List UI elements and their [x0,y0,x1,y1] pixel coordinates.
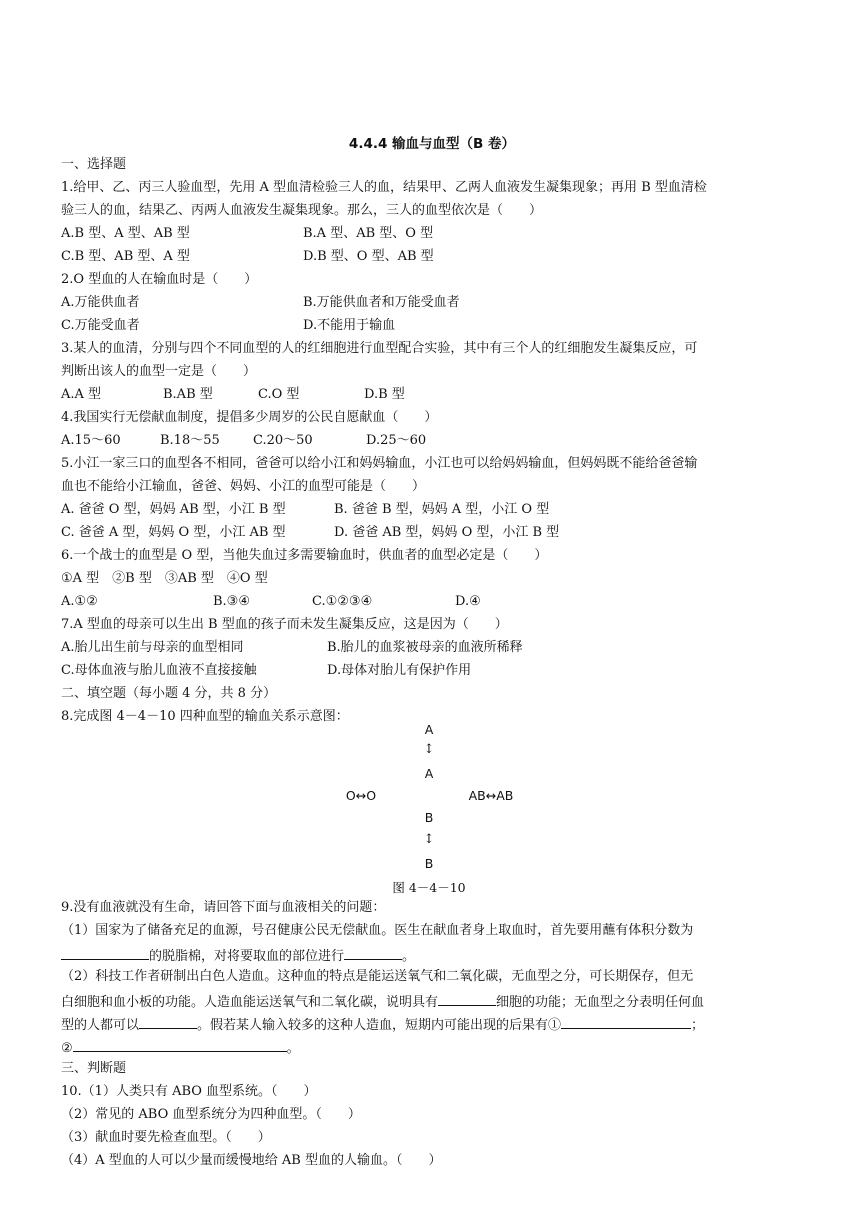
section-heading-choice: 一、选择题 [61,157,127,172]
question-9-part-1-cont [61,945,415,966]
question-7-stem: 7.A 型血的母亲可以生出 B 型血的孩子而未发生凝集反应，这是因为（ ） [61,617,508,632]
question-1-stem: 1.给甲、乙、丙三人验血型，先用 A 型血清检验三人的血，结果甲、乙两人血液发生凝集现象；再用 B 型血清检 [61,180,707,195]
transfusion-diagram [61,718,803,898]
answer-blank[interactable] [61,945,149,960]
question-9-part-2-text-6: ② [61,1041,73,1056]
question-7-option-a: A.胎儿出生前与母亲的血型相同 [61,640,244,655]
answer-blank[interactable] [438,991,496,1006]
question-9-part-2-text-4: 。假若某人输入较多的这种人造血，短期内可能出现的后果有① [197,1018,562,1033]
question-9-part-2-end: 。 [286,1041,300,1056]
question-9-stem: 9.没有血液就没有生命，请回答下面与血液相关的问题： [61,900,386,915]
diagram-left-label: O↔O [345,788,377,803]
question-1-stem-cont: 验三人的血，结果乙、丙两人血液发生凝集现象。那么，三人的血型依次是（ ） [61,203,543,218]
diagram-top-label-2: A [424,766,434,781]
question-2-option-d: D.不能用于输血 [303,318,396,333]
question-7-option-d: D.母体对胎儿有保护作用 [327,663,472,678]
answer-blank[interactable] [73,1037,287,1052]
question-5-stem-cont: 血也不能给小江输血，爸爸、妈妈、小江的血型可能是（ ） [61,479,426,494]
question-3-stem: 3.某人的血清，分别与四个不同血型的人的红细胞进行血型配合实验，其中有三个人的红细胞发生凝集反应，可 [61,341,698,356]
question-3-option-a: A.A 型 [61,387,102,402]
question-9-part-2-text-2: 细胞的功能；无血型之分表明任何血 [496,995,705,1010]
answer-blank[interactable] [139,1014,197,1029]
question-7-option-c: C.母体血液与胎儿血液不直接接触 [61,663,257,678]
question-2-option-c: C.万能受血者 [61,318,140,333]
question-4-option-a: A.15～60 [61,433,121,448]
question-4-stem: 4.我国实行无偿献血制度，提倡多少周岁的公民自愿献血（ ） [61,410,438,425]
question-5-stem: 5.小江一家三口的血型各不相同，爸爸可以给小江和妈妈输血，小江也可以给妈妈输血，但妈妈既不能给爸爸输 [61,456,698,471]
answer-blank[interactable] [561,1014,691,1029]
question-1-option-d: D.B 型、O 型、AB 型 [303,249,434,264]
question-3-option-d: D.B 型 [364,387,405,402]
question-1-option-c: C.B 型、AB 型、A 型 [61,249,190,264]
question-10-part-2: （2）常见的 ABO 血型系统分为四种血型。（ ） [61,1107,361,1122]
page-title: 4.4.4 输血与血型（B 卷） [348,136,516,152]
question-3-stem-cont: 判断出该人的血型一定是（ ） [61,364,257,379]
question-6-stem: 6.一个战士的血型是 O 型，当他失血过多需要输血时，供血者的血型必定是（ ） [61,548,548,563]
diagram-top-label-1: A [424,722,434,737]
question-9-part-2-text: 白细胞和血小板的功能。人造血能运送氧气和二氧化碳，说明具有 [61,995,439,1010]
question-2-option-a: A.万能供血者 [61,295,140,310]
question-4-option-b: B.18～55 [160,433,220,448]
question-10-part-1: 10.（1）人类只有 ABO 血型系统。（ ） [61,1084,317,1099]
question-5-option-a: A. 爸爸 O 型，妈妈 AB 型，小江 B 型 [61,502,286,517]
question-8-stem: 8.完成图 4－4－10 四种血型的输血关系示意图： [61,709,349,724]
question-6-option-b: B.③④ [213,594,250,609]
question-2-stem: 2.O 型血的人在输血时是（ ） [61,272,258,287]
question-10-part-4: （4）A 型血的人可以少量而缓慢地给 AB 型血的人输血。（ ） [61,1153,442,1168]
diagram-bottom-label-1: B [424,810,434,825]
question-1-option-a: A.B 型、A 型、AB 型 [61,226,190,241]
question-9-part-2: （2）科技工作者研制出白色人造血。这种血的特点是能运送氧气和二氧化碳，无血型之分，可长期保存，但无 [61,969,694,984]
question-9-part-1-end: 。 [402,949,416,964]
answer-blank[interactable] [344,945,402,960]
question-3-option-c: C.O 型 [258,387,300,402]
question-9-part-1-text: 的脱脂棉，对将要取血的部位进行 [149,949,345,964]
section-heading-fill-in: 二、填空题（每小题 4 分，共 8 分） [61,686,277,701]
question-10-part-3: （3）献血时要先检查血型。（ ） [61,1130,271,1145]
question-6-option-c: C.①②③④ [312,594,373,609]
question-1-option-b: B.A 型、AB 型、O 型 [303,226,434,241]
section-heading-true-false: 三、判断题 [61,1061,127,1076]
question-9-part-2-cont-3 [61,1037,300,1058]
question-9-part-1: （1）国家为了储备充足的血源，号召健康公民无偿献血。医生在献血者身上取血时，首先要用蘸有体积分数为 [61,923,694,938]
diagram-right-label: AB↔AB [468,788,514,803]
question-7-option-b: B.胎儿的血浆被母亲的血液所稀释 [327,640,523,655]
diagram-top-arrow-icon: ↕ [423,742,435,757]
question-6-items: ①A 型 ②B 型 ③AB 型 ④O 型 [61,571,268,586]
question-5-option-d: D. 爸爸 AB 型，妈妈 O 型，小江 B 型 [334,525,560,540]
question-6-option-a: A.①② [61,594,98,609]
question-9-part-2-cont [61,991,704,1012]
diagram-bottom-label-2: B [424,856,434,871]
question-9-part-2-text-3: 型的人都可以 [61,1018,140,1033]
question-9-part-2-cont-2 [61,1014,704,1035]
question-5-option-c: C. 爸爸 A 型，妈妈 O 型，小江 AB 型 [61,525,286,540]
question-9-part-2-text-5: ； [691,1018,705,1033]
question-6-option-d: D.④ [455,594,481,609]
diagram-bottom-arrow-icon: ↕ [423,832,435,847]
question-2-option-b: B.万能供血者和万能受血者 [303,295,460,310]
question-3-option-b: B.AB 型 [163,387,213,402]
question-4-option-d: D.25～60 [366,433,427,448]
diagram-caption: 图 4－4－10 [392,880,466,895]
question-5-option-b: B. 爸爸 B 型，妈妈 A 型，小江 O 型 [334,502,550,517]
question-4-option-c: C.20～50 [253,433,313,448]
